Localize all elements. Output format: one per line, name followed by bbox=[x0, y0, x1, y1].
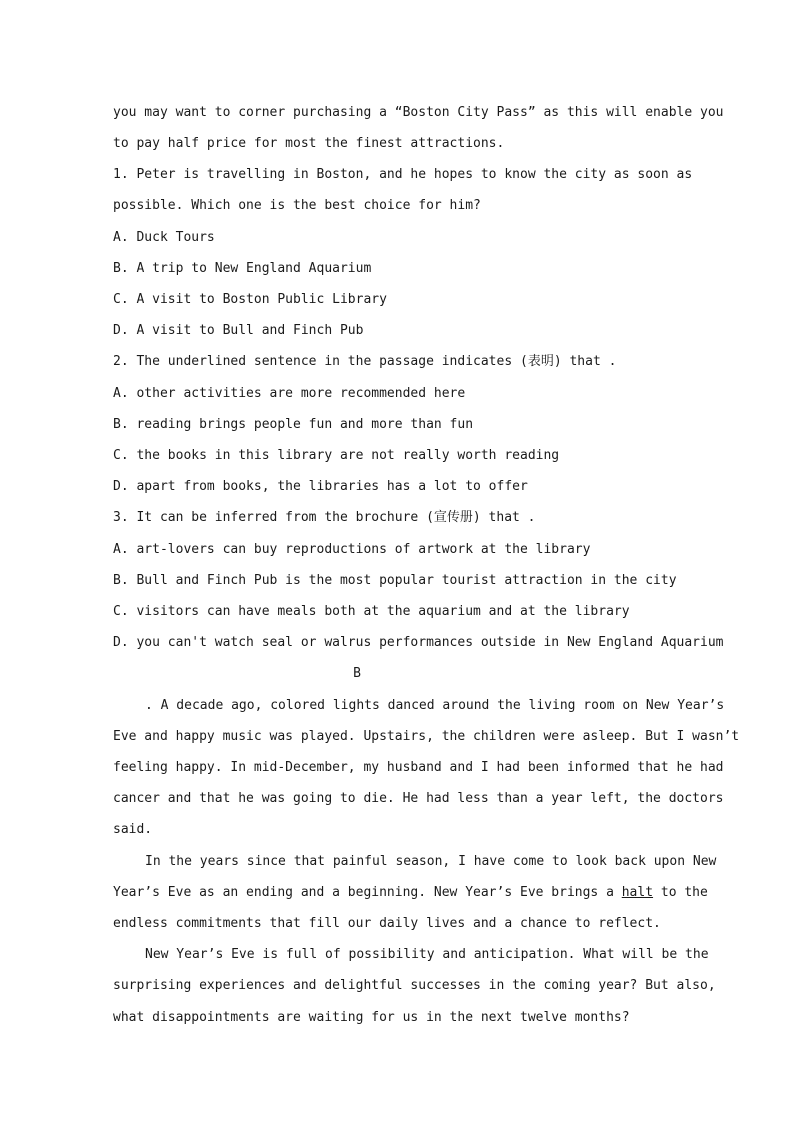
section-b-p3-line-3: what disappointments are waiting for us in the next twelve months? bbox=[113, 1010, 630, 1025]
question-1-option-b: B. A trip to New England Aquarium bbox=[113, 261, 372, 276]
question-2-option-c: C. the books in this library are not really worth reading bbox=[113, 448, 560, 463]
p2-line-2-after: to the bbox=[653, 885, 708, 900]
question-1-stem-line-1: 1. Peter is travelling in Boston, and he hopes to know the city as soon as bbox=[113, 167, 693, 182]
question-1-option-c: C. A visit to Boston Public Library bbox=[113, 292, 387, 307]
section-b-p2-line-1: In the years since that painful season, I have come to look back upon New bbox=[145, 854, 717, 869]
section-b-p1-line-1: . A decade ago, colored lights danced around the living room on New Year’s bbox=[145, 698, 725, 713]
underlined-word-halt: halt bbox=[621, 885, 654, 900]
section-b-heading: B bbox=[353, 666, 361, 681]
question-3-option-a: A. art-lovers can buy reproductions of artwork at the library bbox=[113, 542, 591, 557]
question-3-stem: 3. It can be inferred from the brochure (宣传册) that . bbox=[113, 510, 536, 525]
question-2-option-d: D. apart from books, the libraries has a lot to offer bbox=[113, 479, 528, 494]
section-b-p1-line-2: Eve and happy music was played. Upstairs, the children were asleep. But I wasn’t bbox=[113, 729, 740, 744]
section-b-p3-line-2: surprising experiences and delightful successes in the coming year? But also, bbox=[113, 978, 716, 993]
question-2-stem: 2. The underlined sentence in the passage indicates (表明) that . bbox=[113, 354, 617, 369]
question-1-stem-line-2: possible. Which one is the best choice for him? bbox=[113, 198, 481, 213]
section-b-p1-line-4: cancer and that he was going to die. He had less than a year left, the doctors bbox=[113, 791, 724, 806]
question-1-option-a: A. Duck Tours bbox=[113, 230, 215, 245]
section-b-p1-line-5: said. bbox=[113, 822, 153, 837]
section-b-p1-line-3: feeling happy. In mid-December, my husband and I had been informed that he had bbox=[113, 760, 724, 775]
question-1-option-d: D. A visit to Bull and Finch Pub bbox=[113, 323, 364, 338]
passage-a-line-2: to pay half price for most the finest attractions. bbox=[113, 136, 505, 151]
question-3-option-b: B. Bull and Finch Pub is the most popular tourist attraction in the city bbox=[113, 573, 677, 588]
question-2-option-b: B. reading brings people fun and more than fun bbox=[113, 417, 474, 432]
section-b-p2-line-2 bbox=[113, 885, 708, 901]
question-3-option-d: D. you can't watch seal or walrus performances outside in New England Aquarium bbox=[113, 635, 724, 650]
section-b-p2-line-3: endless commitments that fill our daily lives and a chance to reflect. bbox=[113, 916, 661, 931]
p2-line-2-before: Year’s Eve as an ending and a beginning. New Year’s Eve brings a bbox=[113, 885, 622, 900]
question-2-option-a: A. other activities are more recommended here bbox=[113, 386, 466, 401]
passage-a-line-1: you may want to corner purchasing a “Boston City Pass” as this will enable you bbox=[113, 105, 724, 120]
section-b-p3-line-1: New Year’s Eve is full of possibility and anticipation. What will be the bbox=[145, 947, 709, 962]
question-3-option-c: C. visitors can have meals both at the aquarium and at the library bbox=[113, 604, 630, 619]
